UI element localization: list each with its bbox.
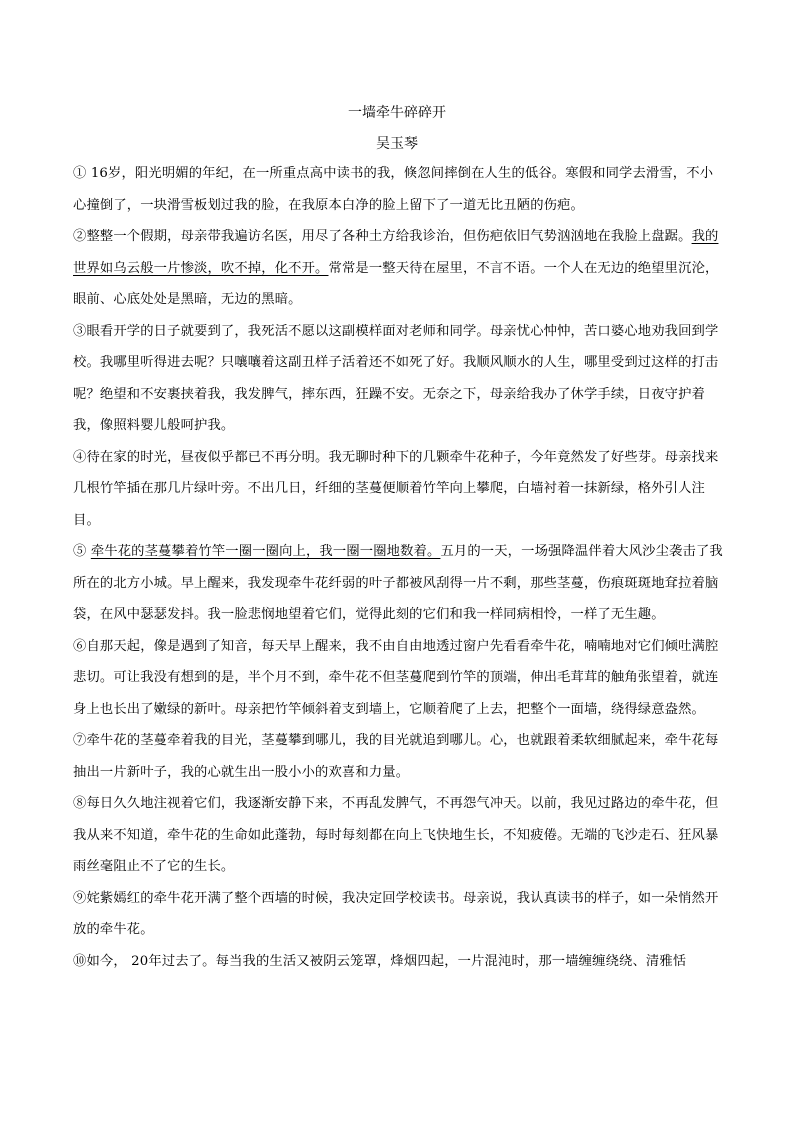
- article-body: [73, 158, 725, 977]
- paragraph-3: ③眼看开学的日子就要到了，我死活不愿以这副模样面对老师和同学。母亲忧心忡忡，苦口婆心地劝我回到学校。我哪里听得进去呢？只嚷嚷着这副丑样子活着还不如死了好。我顺风顺水的人生，哪里受到过这样的打击呢？绝望和不安裹挟着我，我发脾气，摔东西，狂躁不安。无奈之下，母亲给我办了休学手续，日夜守护着我，像照料婴儿般呵护我。: [73, 323, 719, 433]
- underlined-sentence-1: 我的世界如乌云般一片惨淡，吹不掉，化不开。: [73, 229, 719, 276]
- paragraph-5-lead: ⑤: [73, 544, 91, 559]
- paragraph-6: ⑥自那天起，像是遇到了知音，每天早上醒来，我不由自由地透过窗户先看看牵牛花，喃喃地对它们倾吐满腔悲切。可让我没有想到的是，半个月不到，牵牛花不但茎蔓爬到竹竿的顶端，伸出毛茸茸的触角张望着，就连身上也长出了嫩绿的新叶。母亲把竹竿倾斜着支到墙上，它顺着爬了上去，把整个一面墙，绕得绿意盎然。: [73, 638, 719, 717]
- author-name: 吴玉琴: [376, 136, 418, 152]
- paragraph-5-rest: 五月的一天，一场强降温伴着大风沙尘袭击了我所在的北方小城。早上醒来，我发现牵牛花纤弱的叶子都被风刮得一片不剩，那些茎蔓，伤痕斑斑地耷拉着脑袋，在风中瑟瑟发抖。我一脸悲悯地望着它们，觉得此刻的它们和我一样同病相怜，一样了无生趣。: [73, 544, 723, 622]
- paragraph-5: [73, 536, 725, 631]
- page-title: 一墙牵牛碎碎开: [348, 105, 446, 121]
- paragraph-9: ⑨姹紫嫣红的牵牛花开满了整个西墙的时候，我决定回学校读书。母亲说，我认真读书的样子，如一朵悄然开放的牵牛花。: [73, 890, 719, 937]
- underlined-sentence-2: 牵牛花的茎蔓攀着竹竿一圈一圈向上，我一圈一圈地数着。: [90, 544, 441, 559]
- paragraph-2: [73, 221, 725, 316]
- paragraph-2-lead: ②整整一个假期，母亲带我遍访名医，用尽了各种土方给我诊治，但伤疤依旧气势汹汹地在我脸上盘踞。: [73, 229, 692, 244]
- paragraph-1: ① 16岁，阳光明媚的年纪，在一所重点高中读书的我，倏忽间摔倒在人生的低谷。寒假和同学去滑雪，不小心撞倒了，一块滑雪板划过我的脸，在我原本白净的脸上留下了一道无比丑陋的伤疤。: [73, 166, 714, 213]
- paragraph-2-rest: 常常是一整天待在屋里，不言不语。一个人在无边的绝望里沉沦，眼前、心底处处是黑暗，无边的黑暗。: [73, 260, 719, 307]
- paragraph-4: ④待在家的时光，昼夜似乎都已不再分明。我无聊时种下的几颗牵牛花种子，今年竟然发了好些芽。母亲找来几根竹竿插在那几片绿叶旁。不出几日，纤细的茎蔓便顺着竹竿向上攀爬，白墙衬着一抹新绿，格外引人注目。: [73, 449, 719, 528]
- paragraph-10: ⑩如今， 20年过去了。每当我的生活又被阴云笼罩，烽烟四起，一片混沌时，那一墙缠缠绕绕、清雅恬: [73, 953, 687, 969]
- paragraph-7: ⑦牵牛花的茎蔓牵着我的目光，茎蔓攀到哪儿，我的目光就追到哪儿。心，也就跟着柔软细腻起来，牵牛花每抽出一片新叶子，我的心就生出一股小小的欢喜和力量。: [73, 733, 719, 780]
- paragraph-8: ⑧每日久久地注视着它们，我逐渐安静下来，不再乱发脾气，不再怨气冲天。以前，我见过路边的牵牛花，但我从来不知道，牵牛花的生命如此蓬勃，每时每刻都在向上飞快地生长，不知疲倦。无端的飞沙走石、狂风暴雨丝毫阻止不了它的生长。: [73, 796, 719, 874]
